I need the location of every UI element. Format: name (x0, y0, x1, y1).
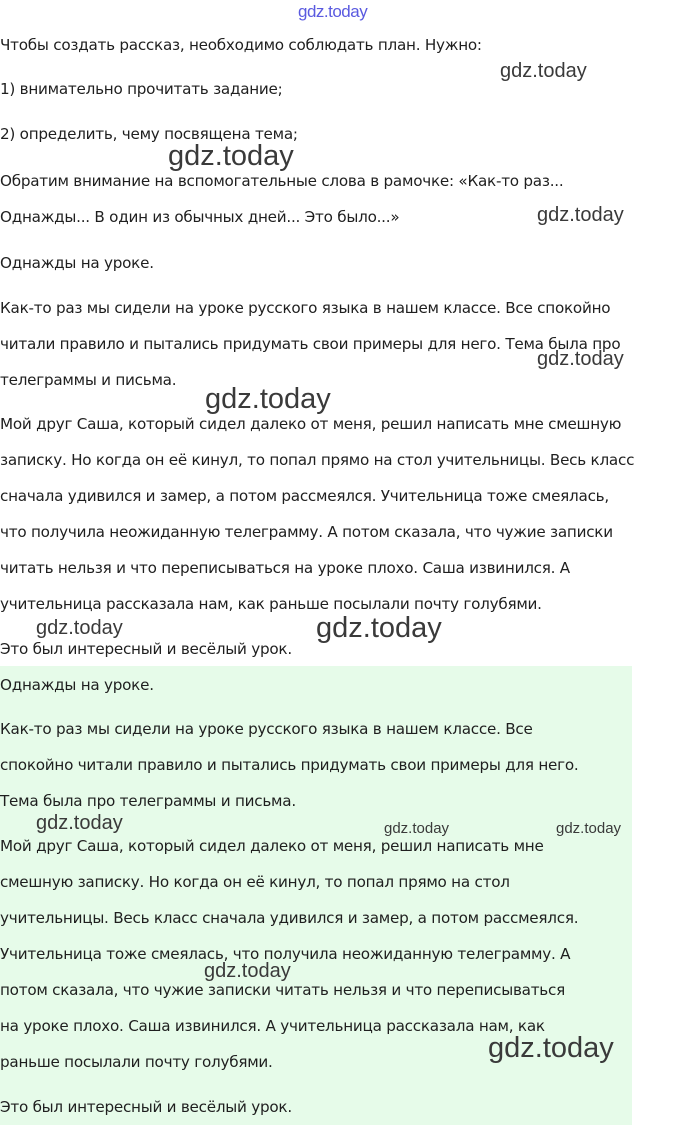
story-line: сначала удивился и замер, а потом рассмеялся. Учительница тоже смеялась, (0, 487, 609, 505)
answer-line: Тема была про телеграммы и письма. (0, 792, 296, 810)
watermark: gdz.today (204, 960, 291, 982)
watermark: gdz.today (537, 204, 624, 226)
story-line: Мой друг Саша, который сидел далеко от меня, решил написать мне смешную (0, 415, 622, 433)
story-line: что получила неожиданную телеграмму. А потом сказала, что чужие записки (0, 523, 613, 541)
answer-line: Как-то раз мы сидели на уроке русского языка в нашем классе. Все (0, 720, 533, 738)
answer-line: на уроке плохо. Саша извинился. А учительница рассказала нам, как (0, 1017, 545, 1035)
story-line: телеграммы и письма. (0, 371, 177, 389)
watermark: gdz.today (537, 348, 624, 370)
story-line: учительница рассказала нам, как раньше посылали почту голубями. (0, 595, 542, 613)
story-title: Однажды на уроке. (0, 254, 154, 272)
answer-line: Учительница тоже смеялась, что получила неожиданную телеграмму. А (0, 945, 571, 963)
watermark: gdz.today (36, 812, 123, 834)
watermark: gdz.today (168, 140, 294, 172)
answer-line: учительницы. Весь класс сначала удивился и замер, а потом рассмеялся. (0, 909, 579, 927)
story-line: Как-то раз мы сидели на уроке русского языка в нашем классе. Все спокойно (0, 299, 611, 317)
answer-line: потом сказала, что чужие записки читать нельзя и что переписываться (0, 981, 565, 999)
watermark: gdz.today (205, 383, 331, 415)
answer-line: раньше посылали почту голубями. (0, 1053, 273, 1071)
header-watermark: gdz.today (298, 2, 368, 21)
watermark: gdz.today (384, 820, 450, 837)
intro-words-line-2: Однажды... В один из обычных дней... Это было...» (0, 208, 400, 226)
story-line: читать нельзя и что переписываться на уроке плохо. Саша извинился. А (0, 559, 570, 577)
watermark: gdz.today (316, 612, 442, 644)
answer-ending: Это был интересный и весёлый урок. (0, 1098, 292, 1116)
intro-step-1: 1) внимательно прочитать задание; (0, 80, 283, 98)
watermark: gdz.today (500, 60, 587, 82)
story-line: читали правило и пытались придумать свои примеры для него. Тема была про (0, 335, 621, 353)
intro-words-line-1: Обратим внимание на вспомогательные слова в рамочке: «Как-то раз... (0, 172, 564, 190)
watermark: gdz.today (556, 820, 622, 837)
story-ending: Это был интересный и весёлый урок. (0, 640, 292, 658)
story-line: записку. Но когда он её кинул, то попал прямо на стол учительницы. Весь класс (0, 451, 635, 469)
answer-title: Однажды на уроке. (0, 676, 154, 694)
watermark: gdz.today (488, 1032, 614, 1064)
answer-line: Мой друг Саша, который сидел далеко от меня, решил написать мне (0, 837, 544, 855)
watermark: gdz.today (36, 617, 123, 639)
answer-line: спокойно читали правило и пытались придумать свои примеры для него. (0, 756, 579, 774)
answer-line: смешную записку. Но когда он её кинул, то попал прямо на стол (0, 873, 510, 891)
intro-step-2: 2) определить, чему посвящена тема; (0, 125, 298, 143)
intro-plan-text: Чтобы создать рассказ, необходимо соблюдать план. Нужно: (0, 36, 482, 54)
